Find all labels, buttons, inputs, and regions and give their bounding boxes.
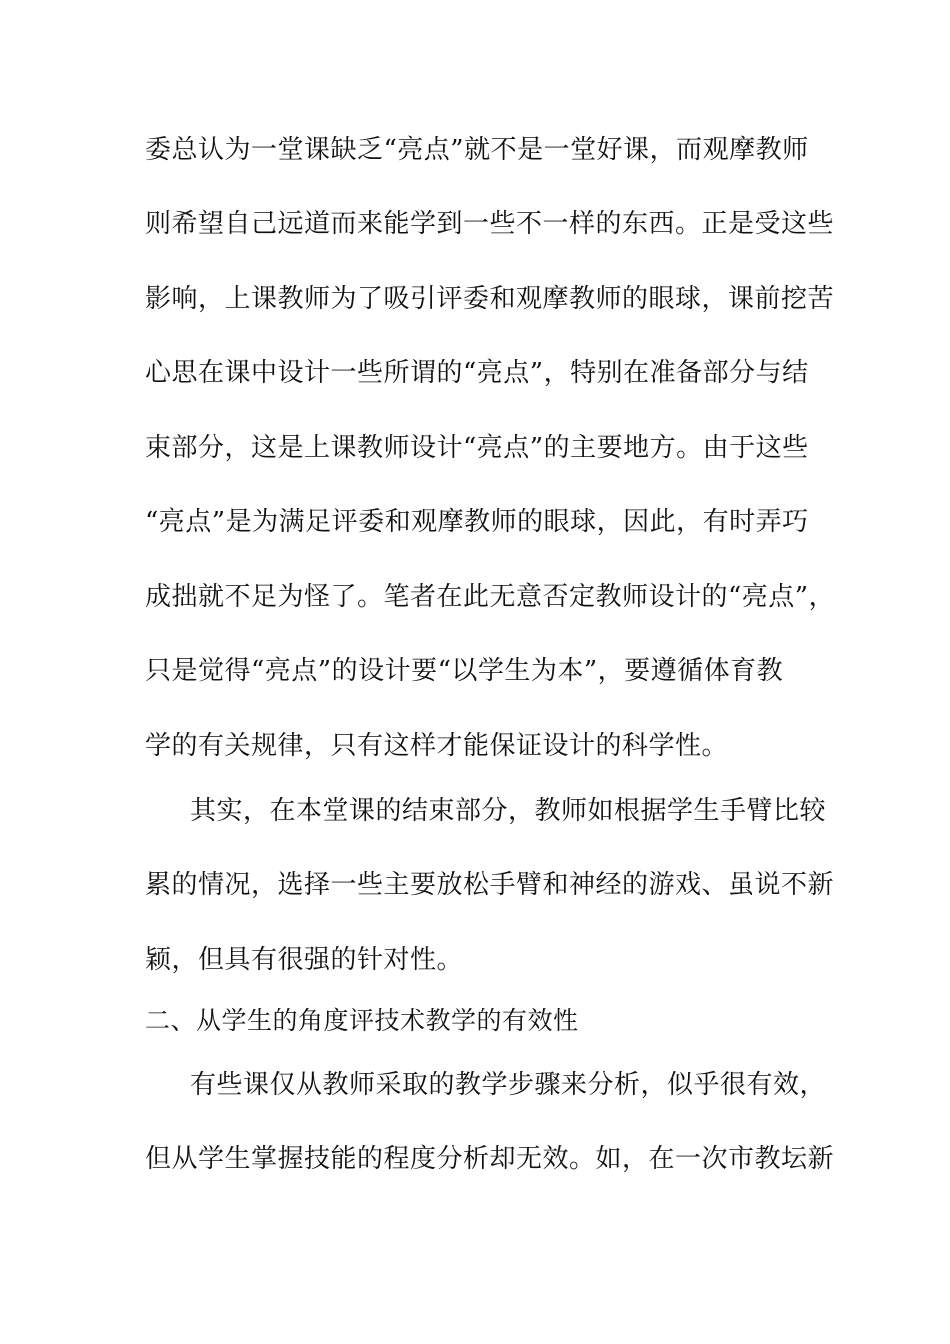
paragraph-line: 其实，在本堂课的结束部分，教师如根据学生手臂比较 [190,796,827,826]
paragraph-line: 学的有关规律，只有这样才能保证设计的科学性。 [145,731,729,761]
paragraph-line: 颖，但具有很强的针对性。 [145,945,464,975]
paragraph-line: 束部分，这是上课教师设计“亮点”的主要地方。由于这些 [145,433,809,463]
paragraph-line: “亮点”是为满足评委和观摩教师的眼球，因此，有时弄巧 [145,507,809,537]
paragraph-line: 委总认为一堂课缺乏“亮点”就不是一堂好课，而观摩教师 [145,135,809,165]
paragraph-line: 只是觉得“亮点”的设计要“以学生为本”，要遵循体育教 [145,656,784,686]
paragraph-line: 有些课仅从教师采取的教学步骤来分析，似乎很有效， [190,1070,827,1100]
paragraph-line: 则希望自己远道而来能学到一些不一样的东西。正是受这些 [145,209,835,239]
paragraph-line: 影响，上课教师为了吸引评委和观摩教师的眼球，课前挖苦 [145,284,835,314]
paragraph-line: 累的情况，选择一些主要放松手臂和神经的游戏、虽说不新 [145,870,835,900]
section-heading: 二、从学生的角度评技术教学的有效性 [145,1006,579,1035]
paragraph-line: 成拙就不足为怪了。笔者在此无意否定教师设计的“亮点”， [145,582,836,612]
paragraph-line: 心思在课中设计一些所谓的“亮点”，特别在准备部分与结 [145,358,809,388]
paragraph-line: 但从学生掌握技能的程度分析却无效。如，在一次市教坛新 [145,1144,835,1174]
